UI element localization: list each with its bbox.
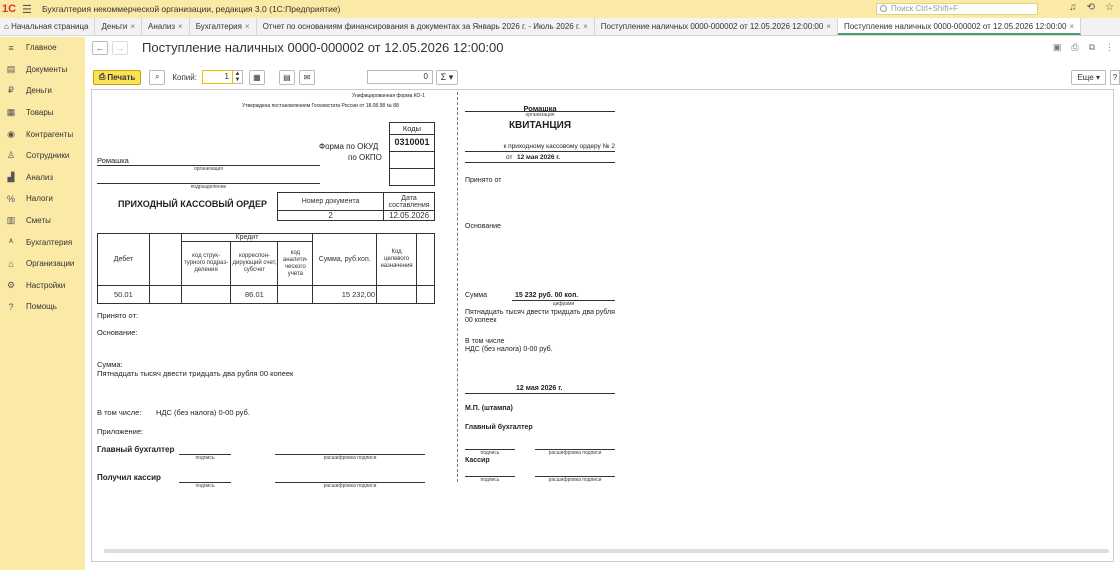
chart-icon: ▟ — [7, 171, 15, 182]
sidebar-item-settings[interactable]: ⚙ Настройки — [6, 279, 66, 290]
print-toolbar — [93, 69, 458, 85]
counterparties-icon: ◉ — [7, 128, 15, 139]
preview-button[interactable] — [149, 70, 165, 85]
close-icon[interactable]: × — [583, 22, 588, 31]
chief-accountant-label: Главный бухгалтер — [97, 445, 175, 454]
doc-date: 12.05.2026 — [384, 211, 435, 221]
copies-input[interactable]: 1 — [202, 70, 233, 84]
sidebar-item-analysis[interactable]: ▟ Анализ — [7, 171, 54, 182]
tab-home[interactable]: ⌂ Начальная страница — [0, 18, 95, 35]
save-sheet-button[interactable] — [279, 70, 295, 85]
sidebar-item-accounting[interactable]: ᴬ Бухгалтерия — [0, 231, 85, 253]
print-icon[interactable]: ⎙ — [1071, 42, 1079, 52]
ruble-icon: ₽ — [8, 85, 14, 96]
arrow-left-icon: ← — [95, 43, 105, 53]
more-button[interactable]: Еще ▾ — [1071, 70, 1106, 85]
printer-icon: ⎙ — [99, 72, 106, 81]
attachment-label: Приложение: — [97, 427, 144, 436]
tab-money[interactable]: Деньги × — [95, 18, 142, 35]
receipt-sum-label: Сумма — [465, 292, 487, 299]
help-icon: ? — [8, 301, 14, 312]
main-menu-icon[interactable]: ☰ — [22, 3, 32, 16]
organization-icon: ⌂ — [8, 258, 14, 269]
receipt-chief: Главный бухгалтер — [465, 424, 533, 431]
kebab-menu-icon[interactable]: ⋮ — [1105, 42, 1114, 52]
receipt-from-prefix: от — [506, 154, 513, 161]
history-icon[interactable]: ⟲ — [1086, 2, 1096, 13]
envelope-icon: ✉ — [303, 72, 311, 82]
receipt-sum-value: 15 232 руб. 00 коп. — [515, 292, 579, 299]
tab-accounting[interactable]: Бухгалтерия × — [190, 18, 257, 35]
menu-icon: ≡ — [8, 42, 14, 53]
receipt-cashier: Кассир — [465, 457, 490, 464]
cut-line — [457, 92, 458, 482]
sum-mode-dropdown[interactable]: Σ ▾ — [436, 70, 458, 85]
form-note: Унифицированная форма КО-1 — [352, 93, 425, 99]
app-title: Бухгалтерия некоммерческой организации, редакция 3.0 (1С:Предприятие) — [42, 4, 341, 14]
code-empty — [389, 168, 435, 186]
receipt-date-top: 12 мая 2026 г. — [517, 154, 561, 161]
main-area — [85, 37, 1120, 570]
calculator-icon: ▥ — [6, 215, 16, 226]
amount-value: 15 232,00 — [313, 286, 377, 304]
receipt-including: В том числе — [465, 338, 505, 345]
receipt-received-from: Принято от — [465, 177, 502, 184]
close-icon[interactable]: × — [178, 22, 183, 31]
sidebar-item-estimates[interactable]: ▥ Сметы — [6, 215, 51, 226]
global-search-input[interactable]: Поиск Ctrl+Shift+F — [876, 3, 1038, 15]
receipt-sum-words: Пятнадцать тысяч двести тридцать два рубля 00 копеек — [465, 309, 615, 324]
1c-logo-icon[interactable]: 1С — [1, 3, 17, 15]
doc-number: 2 — [278, 211, 384, 221]
received-from: Принято от: — [97, 311, 139, 320]
doc-number-table: Номер документа Дата составления 2 12.05.2026 — [277, 192, 435, 221]
save-icon[interactable]: ▣ — [1052, 42, 1062, 52]
sum-field[interactable]: 0 — [367, 70, 433, 84]
vat-value: НДС (без налога) 0-00 руб. — [156, 408, 250, 417]
printed-form: Унифицированная форма КО-1 Утверждена постановлением Госкомстата России от 18.08.98 № 88 Коды 0310001 Форма по ОКУД по ОКПО Ромашка организация подразделение ПРИХОДНЫЙ КАССОВЫЙ ОРДЕР Номер документа Дата составления 2 12.05.2026 Дебет Кредит Сумма, руб.коп. Код целевого назначения код струк-турного подраз-деления корреспон-дирующий счет, субсчет код аналити-ческого учета 50.01 86.01 15 232,00 Принято от: Основание: Сумма: Пятнадцать тысяч двести тридцать два рубля 00 копеек В том числе: НДС (без налога) 0-00 руб. Приложение: Главный бухгалтер подпись расшифровка подписи Получил кассир подпись расшифровка подписи Ромашка организация КВИТАНЦИЯ к приходному кассовому ордеру № 2 от 12 мая 2026 г. Принято от Основание Сумма 15 232 руб. 00 коп. цифрами Пятнадцать тысяч двести тридцать два рубля 00 копеек В том числе НДС (без налога) 0-00 руб. 12 мая 2026 г. М.П. (штампа) Главный бухгалтер подпись расшифровка подписи Кассир подпись расшифровка подписи — [91, 89, 1114, 562]
print-button[interactable]: ⎙ Печать — [93, 70, 141, 85]
preview-icon[interactable]: ⧉ — [1088, 42, 1095, 52]
close-icon[interactable]: × — [130, 22, 135, 31]
help-button[interactable]: ? — [1110, 70, 1120, 85]
accounting-icon: ᴬ — [8, 237, 14, 248]
corr-account-value: 86.01 — [231, 286, 278, 304]
sum-label: Сумма: — [97, 360, 123, 369]
codes-header: Коды — [389, 122, 435, 135]
forward-button[interactable] — [112, 41, 128, 55]
bell-icon[interactable]: ♫ — [1069, 2, 1077, 13]
tab-cash-receipt[interactable]: Поступление наличных 0000-000002 от 12.05.2026 12:00:00 × — [595, 18, 838, 35]
okpo-code — [389, 151, 435, 169]
receipt-vat: НДС (без налога) 0-00 руб. — [465, 346, 553, 353]
send-email-button[interactable] — [299, 70, 315, 85]
sidebar-item-employees[interactable]: ♙ Сотрудники — [6, 150, 70, 161]
home-icon: ⌂ — [4, 22, 9, 31]
accounting-table: Дебет Кредит Сумма, руб.коп. Код целевого назначения код струк-турного подраз-деления корреспон-дирующий счет, субсчет код аналити-ческого учета 50.01 86.01 15 232,00 — [97, 233, 435, 304]
debit-value: 50.01 — [98, 286, 150, 304]
receipt-date: 12 мая 2026 г. — [516, 385, 563, 392]
sidebar-item-goods[interactable]: ▦ Товары — [6, 107, 54, 118]
sections-panel — [0, 37, 85, 570]
goods-icon: ▦ — [6, 107, 16, 118]
tab-funding-report[interactable]: Отчет по основаниям финансирования в документах за Январь 2026 г. - Июль 2026 г. × — [257, 18, 595, 35]
gear-icon: ⚙ — [6, 279, 16, 290]
approval-note: Утверждена постановлением Госкомстата России от 18.08.98 № 88 — [242, 103, 399, 109]
order-heading: ПРИХОДНЫЙ КАССОВЫЙ ОРДЕР — [118, 199, 267, 209]
okpo-label: по ОКПО — [348, 153, 382, 162]
sum-words: Пятнадцать тысяч двести тридцать два рубля 00 копеек — [97, 369, 294, 378]
floppy-icon: ▤ — [283, 72, 291, 82]
cashier-label: Получил кассир — [97, 473, 161, 482]
back-button[interactable] — [92, 41, 108, 55]
okud-code: 0310001 — [389, 134, 435, 152]
tab-analysis[interactable]: Анализ × — [142, 18, 190, 35]
okud-label: Форма по ОКУД — [319, 142, 379, 151]
tab-cash-receipt-print[interactable]: Поступление наличных 0000-000002 от 12.05.2026 12:00:00 × — [838, 18, 1081, 35]
horizontal-scrollbar[interactable] — [104, 549, 1109, 553]
sidebar-item-organizations[interactable]: ⌂ Организации — [0, 253, 85, 275]
sidebar-item-help[interactable]: ? Помощь — [0, 296, 85, 318]
receipt-org-name: Ромашка — [523, 104, 557, 113]
copies-spinner[interactable]: ▲ ▼ — [233, 70, 243, 84]
receipt-stamp: М.П. (штампа) — [465, 405, 513, 412]
page-title: Поступление наличных 0000-000002 от 12.05.2026 12:00:00 — [142, 40, 504, 55]
title-bar — [0, 0, 1120, 18]
sidebar-item-counterparties[interactable]: ◉ Контрагенты — [7, 128, 74, 139]
sidebar-item-taxes[interactable]: % Налоги — [6, 193, 53, 204]
sidebar-item-documents[interactable]: ▤ Документы — [6, 63, 68, 74]
documents-icon: ▤ — [6, 63, 16, 74]
open-tabs-bar — [0, 18, 1120, 36]
sidebar-item-money[interactable]: ₽ Деньги — [0, 80, 85, 102]
including-label: В том числе: — [97, 408, 142, 417]
receipt-heading: КВИТАНЦИЯ — [508, 120, 572, 131]
organization-name: Ромашка — [97, 156, 129, 165]
percent-icon: % — [6, 193, 15, 204]
person-icon: ♙ — [6, 150, 16, 161]
receipt-basis: Основание — [465, 223, 501, 230]
copies-label: Копий: — [172, 72, 197, 82]
magnifier-icon: ⌕ — [155, 72, 160, 81]
close-icon[interactable]: × — [244, 22, 250, 31]
basis: Основание: — [97, 328, 138, 337]
close-icon[interactable]: × — [826, 22, 831, 31]
edit-sheet-button[interactable] — [249, 70, 265, 85]
star-icon[interactable]: ☆ — [1105, 2, 1114, 13]
sidebar-item-main[interactable]: ≡ Главное — [0, 37, 85, 59]
receipt-order-ref: к приходному кассовому ордеру № 2 — [503, 143, 615, 150]
spreadsheet-icon: ▦ — [253, 72, 261, 82]
close-icon[interactable]: × — [1069, 22, 1075, 31]
arrow-right-icon: → — [115, 43, 125, 53]
